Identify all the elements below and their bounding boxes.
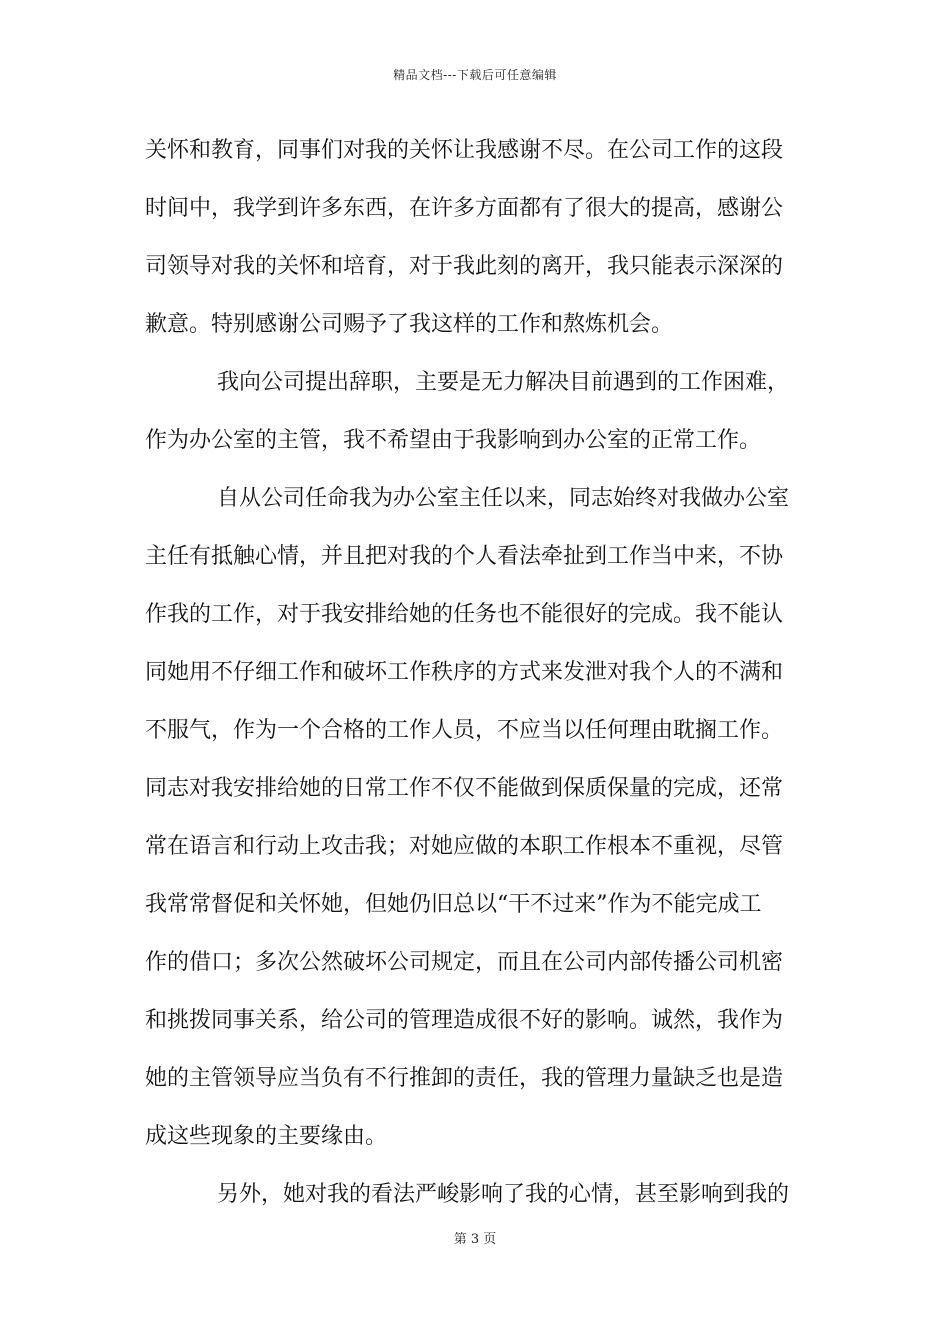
text-line: 作我的工作，对于我安排给她的任务也不能很好的完成。我不能认 (145, 602, 784, 627)
text-line: 司领导对我的关怀和培育，对于我此刻的离开，我只能表示深深的 (145, 254, 784, 279)
paragraph-first-line: 另外，她对我的看法严峻影响了我的心情，甚至影响到我的 (217, 1182, 790, 1207)
text-line: 时间中，我学到许多东西，在许多方面都有了很大的提高，感谢公 (145, 196, 784, 221)
page-number: 第 3 页 (453, 1232, 497, 1247)
text-line: 作为办公室的主管，我不希望由于我影响到办公室的正常工作。 (145, 428, 762, 453)
text-line: 和挑拨同事关系，给公司的管理造成很不好的影响。诚然，我作为 (145, 1008, 784, 1033)
text-line: 我常常督促和关怀她，但她仍旧总以“干不过来”作为不能完成工 (145, 892, 762, 917)
paragraph-first-line: 自从公司任命我为办公室主任以来，同志始终对我做办公室 (217, 486, 790, 511)
page-header: 精品文档---下载后可任意编辑 (393, 68, 557, 82)
text-line: 关怀和教育，同事们对我的关怀让我感谢不尽。在公司工作的这段 (145, 138, 784, 163)
document-body (145, 122, 807, 1224)
paragraph-first-line: 我向公司提出辞职，主要是无力解决目前遇到的工作困难， (217, 370, 790, 395)
text-line: 作的借口；多次公然破坏公司规定，而且在公司内部传播公司机密 (145, 950, 784, 975)
text-line: 成这些现象的主要缘由。 (145, 1124, 388, 1149)
text-line: 她的主管领导应当负有不行推卸的责任，我的管理力量缺乏也是造 (145, 1066, 784, 1091)
text-line: 歉意。特别感谢公司赐予了我这样的工作和熬炼机会。 (145, 312, 674, 337)
text-line: 常在语言和行动上攻击我；对她应做的本职工作根本不重视，尽管 (145, 834, 784, 859)
text-line: 同她用不仔细工作和破坏工作秩序的方式来发泄对我个人的不满和 (145, 660, 784, 685)
text-line: 主任有抵触心情，并且把对我的个人看法牵扯到工作当中来，不协 (145, 544, 784, 569)
text-line: 不服气，作为一个合格的工作人员，不应当以任何理由耽搁工作。 (145, 718, 784, 743)
text-line: 同志对我安排给她的日常工作不仅不能做到保质保量的完成，还常 (145, 776, 784, 801)
